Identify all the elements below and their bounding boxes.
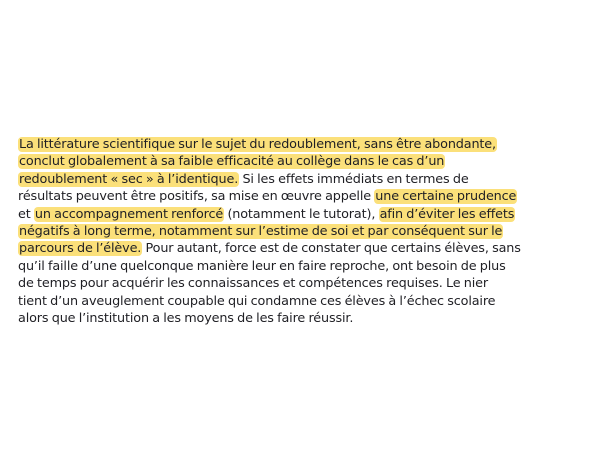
body-text: (notamment le tutorat), [224,206,379,222]
body-text: alors que l’institution a les moyens de les faire réussir. [18,311,354,327]
highlighted-text: conclut globalement à sa faible efficacité au collège dans le cas d’un [19,154,445,170]
text-line [18,258,590,275]
highlighted-text: redoublement « sec » à l’identique. [19,171,239,187]
highlighted-text: un accompagnement renforcé [34,206,224,222]
text-line [18,136,590,153]
highlighted-text: afin d’éviter les effets [379,206,515,222]
document-paragraph [18,136,590,327]
body-text: qu’il faille d’une quelconque manière leur en faire reproche, ont besoin de plus [18,258,506,274]
body-text: résultats peuvent être positifs, sa mise en œuvre appelle [18,189,375,205]
body-text: Pour autant, force est de constater que certains élèves, sans [142,241,521,257]
text-line [18,153,590,170]
text-line [18,310,590,327]
highlighted-text: La littérature scientifique sur le sujet du redoublement, sans être abondante, [19,137,496,152]
text-line [18,223,590,240]
body-text: et [18,206,34,222]
text-line [18,188,590,205]
text-line [18,275,590,292]
body-text: de temps pour acquérir les connaissances et compétences requises. Le nier [18,276,488,292]
highlighted-text: parcours de l’élève. [19,241,142,257]
highlighted-text: une certaine prudence [375,189,517,205]
highlighted-text: négatifs à long terme, notamment sur l’estime de soi et par conséquent sur le [19,224,503,240]
body-text: tient d’un aveuglement coupable qui condamne ces élèves à l’échec scolaire [18,293,496,309]
body-text: Si les effets immédiats en termes de [239,171,469,187]
text-line [18,293,590,310]
text-line [18,240,590,257]
text-line [18,171,590,188]
text-line [18,206,590,223]
